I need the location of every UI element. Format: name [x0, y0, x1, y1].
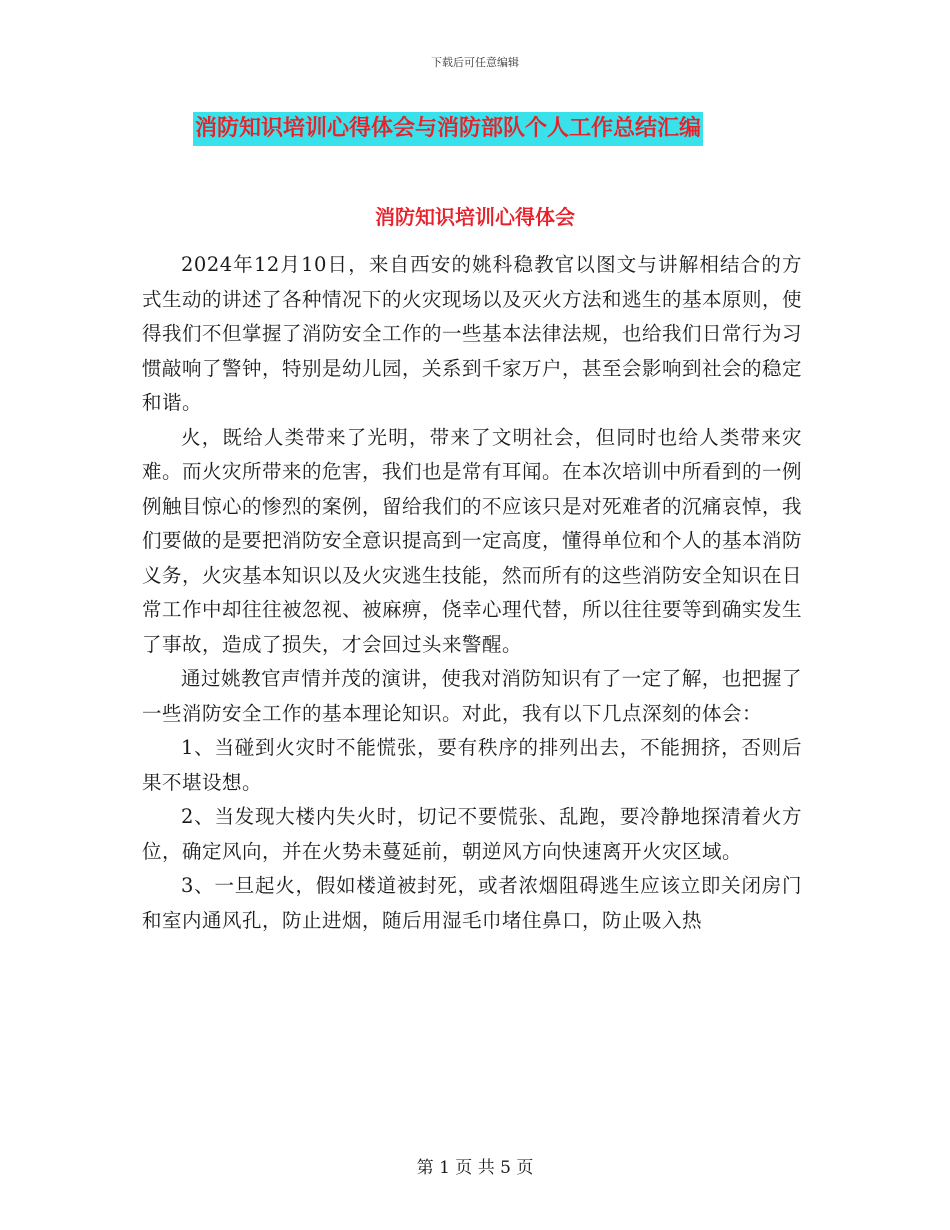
paragraph-3: 通过姚教官声情并茂的演讲，使我对消防知识有了一定了解，也把握了一些消防安全工作的基本理论知识。对此，我有以下几点深刻的体会：	[142, 667, 802, 725]
section-title: 消防知识培训心得体会	[375, 205, 575, 229]
paragraph-point-1: 1、当碰到火灾时不能慌张，要有秩序的排列出去，不能拥挤，否则后果不堪设想。	[142, 736, 802, 794]
paragraph-point-2: 2、当发现大楼内失火时，切记不要慌张、乱跑，要冷静地探清着火方位，确定风向，并在火势未蔓延前，朝逆风方向快速离开火灾区域。	[142, 805, 802, 863]
page-header-note: 下载后可任意编辑	[431, 56, 519, 69]
document-body	[142, 248, 802, 938]
paragraph-point-3: 3、一旦起火，假如楼道被封死，或者浓烟阻碍逃生应该立即关闭房门和室内通风孔，防止进烟，随后用湿毛巾堵住鼻口，防止吸入热	[142, 874, 802, 932]
page-number-footer: 第 1 页 共 5 页	[416, 1158, 534, 1178]
paragraph-1: 2024年12月10日，来自西安的姚科稳教官以图文与讲解相结合的方式生动的讲述了各种情况下的火灾现场以及灭火方法和逃生的基本原则，使得我们不但掌握了消防安全工作的一些基本法律法规，也给我们日常行为习惯敲响了警钟，特别是幼儿园，关系到千家万户，甚至会影响到社会的稳定和谐。	[142, 253, 803, 414]
paragraph-2: 火，既给人类带来了光明，带来了文明社会，但同时也给人类带来灾难。而火灾所带来的危害，我们也是常有耳闻。在本次培训中所看到的一例例触目惊心的惨烈的案例，留给我们的不应该只是对死难者的沉痛哀悼，我们要做的是要把消防安全意识提高到一定高度，懂得单位和个人的基本消防义务，火灾基本知识以及火灾逃生技能，然而所有的这些消防安全知识在日常工作中却往往被忽视、被麻痹，侥幸心理代替，所以往往要等到确实发生了事故，造成了损失，才会回过头来警醒。	[142, 425, 803, 656]
document-title: 消防知识培训心得体会与消防部队个人工作总结汇编	[193, 112, 703, 146]
